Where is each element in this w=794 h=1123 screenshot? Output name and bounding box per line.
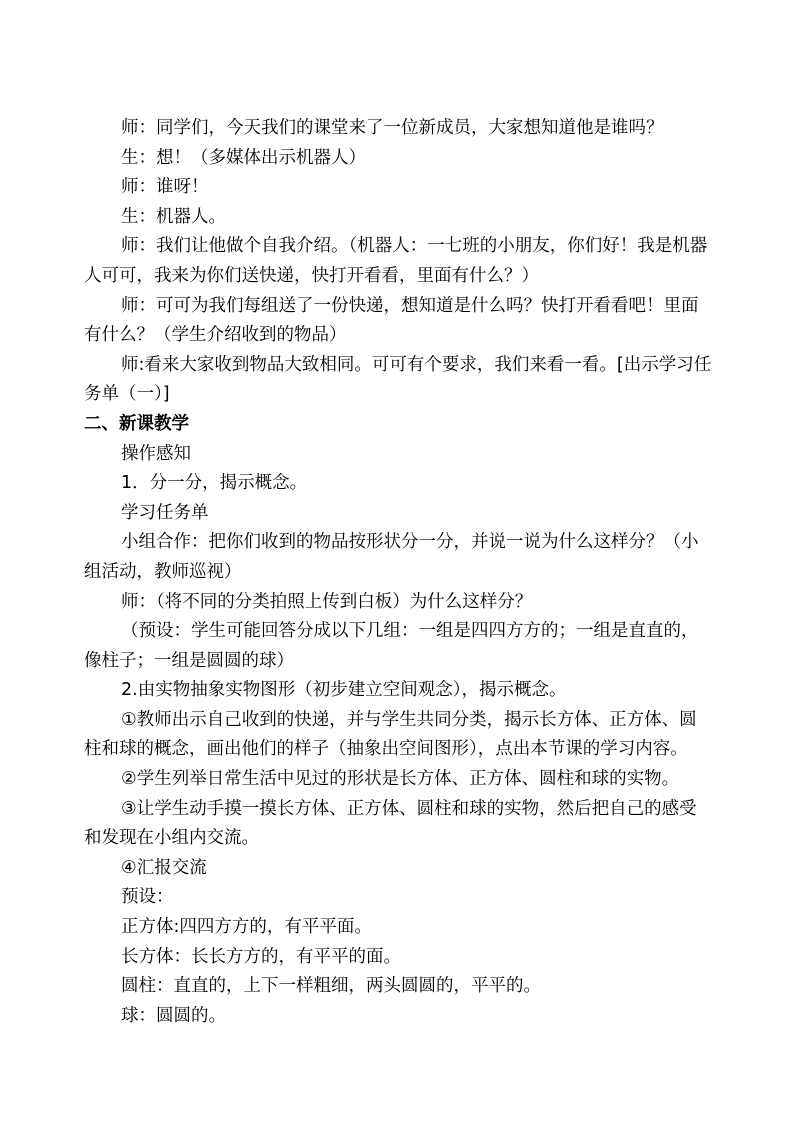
- paragraph-item-1: ①教师出示自己收到的快递，并与学生共同分类，揭示长方体、正方体、圆柱和球的概念，画出他们的样子（抽象出空间图形），点出本节课的学习内容。: [84, 709, 697, 760]
- paragraph-group-work: 小组合作：把你们收到的物品按形状分一分，并说一说为什么这样分？（小组活动，教师巡视）: [84, 532, 699, 582]
- document-page: [84, 114, 714, 1031]
- paragraph-preset-groups: （预设：学生可能回答分成以下几组：一组是四四方方的；一组是直直的，像柱子；一组是圆圆的球）: [84, 621, 699, 671]
- paragraph-cylinder: 圆柱：直直的，上下一样粗细，两头圆圆的，平平的。: [121, 976, 541, 997]
- paragraph-operation: 操作感知: [121, 443, 191, 464]
- paragraph-teacher-package: 师：可可为我们每组送了一份快递，想知道是什么吗？快打开看看吧！里面有什么？（学生介绍收到的物品）: [84, 295, 699, 346]
- paragraph-cube: 正方体:四四方方的，有平平面。: [121, 917, 372, 938]
- paragraph-teacher-why: 师：（将不同的分类拍照上传到白板）为什么这样分？: [121, 591, 533, 612]
- paragraph-sphere: 球：圆圆的。: [121, 1005, 226, 1026]
- paragraph-task-sheet: 学习任务单: [121, 502, 209, 523]
- paragraph-item-4: ④汇报交流: [121, 857, 207, 878]
- paragraph-step-1: 1．分一分，揭示概念。: [121, 473, 308, 494]
- paragraph-student-want: 生：想！（多媒体出示机器人）: [121, 147, 366, 168]
- paragraph-item-3: ③让学生动手摸一摸长方体、正方体、圆柱和球的实物，然后把自己的感受和发现在小组内交流。: [84, 798, 697, 849]
- paragraph-student-robot: 生：机器人。: [121, 206, 226, 227]
- section-heading-new-lesson: 二、新课教学: [84, 413, 189, 434]
- paragraph-cuboid: 长方体：长长方方的，有平平的面。: [121, 946, 401, 967]
- paragraph-teacher-task: 师:看来大家收到物品大致相同。可可有个要求，我们来看一看。[出示学习任务单（一）]: [84, 354, 712, 405]
- paragraph-teacher-who: 师：谁呀！: [121, 177, 209, 198]
- paragraph-teacher-intro: 师：同学们，今天我们的课堂来了一位新成员，大家想知道他是谁吗？: [121, 118, 664, 138]
- paragraph-step-2: 2.由实物抽象实物图形（初步建立空间观念），揭示概念。: [121, 680, 567, 701]
- paragraph-robot-intro: 师：我们让他做个自我介绍。（机器人：一七班的小朋友，你们好！我是机器人可可，我来为你们送快递，快打开看看，里面有什么？）: [84, 236, 708, 286]
- paragraph-preset: 预设：: [121, 887, 174, 908]
- paragraph-item-2: ②学生列举日常生活中见过的形状是长方体、正方体、圆柱和球的实物。: [121, 769, 680, 790]
